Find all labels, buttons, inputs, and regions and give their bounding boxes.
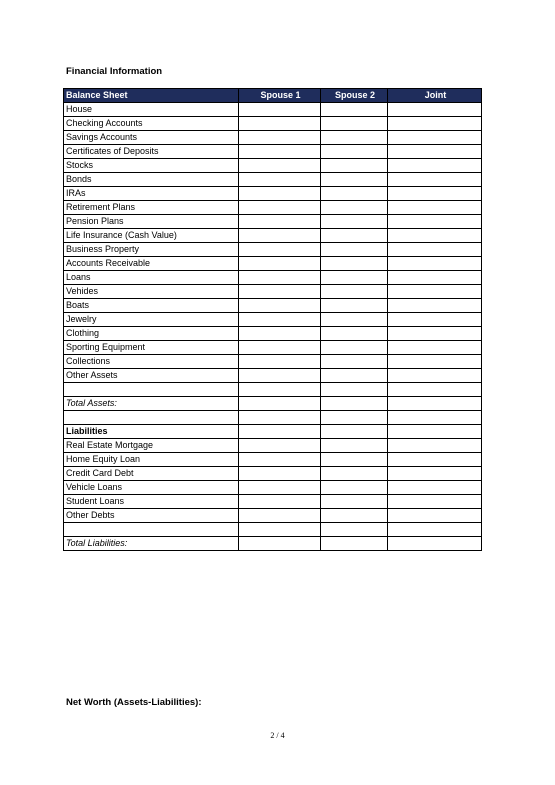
cell-spouse-1[interactable] [239,313,321,327]
row-label: Liabilities [64,425,239,439]
table-row [64,425,482,439]
section-title: Financial Information [66,66,163,77]
table-row [64,117,482,131]
cell-spouse-1[interactable] [239,453,321,467]
row-label: Vehicle Loans [64,481,239,495]
table-row [64,187,482,201]
cell-joint[interactable] [388,201,482,215]
row-label: Certificates of Deposits [64,145,239,159]
cell-spouse-2[interactable] [321,215,388,229]
row-label: Business Property [64,243,239,257]
cell-spouse-2[interactable] [321,537,388,551]
table-row [64,271,482,285]
cell-joint[interactable] [388,229,482,243]
table-row [64,411,482,425]
cell-spouse-1[interactable] [239,215,321,229]
cell-spouse-2[interactable] [321,313,388,327]
cell-spouse-1[interactable] [239,159,321,173]
table-row [64,509,482,523]
row-label: IRAs [64,187,239,201]
table-row [64,243,482,257]
cell-spouse-2[interactable] [321,187,388,201]
cell-joint[interactable] [388,509,482,523]
cell-spouse-2[interactable] [321,453,388,467]
cell-spouse-1[interactable] [239,243,321,257]
cell-spouse-2[interactable] [321,341,388,355]
table-row [64,285,482,299]
cell-spouse-2[interactable] [321,509,388,523]
cell-spouse-2[interactable] [321,495,388,509]
balance-sheet-table [63,88,482,551]
cell-spouse-1[interactable] [239,397,321,411]
header-balance-sheet: Balance Sheet [64,89,239,103]
row-label: Vehides [64,285,239,299]
cell-joint[interactable] [388,355,482,369]
cell-spouse-1[interactable] [239,229,321,243]
cell-spouse-2[interactable] [321,103,388,117]
cell-spouse-1[interactable] [239,173,321,187]
table-row [64,341,482,355]
row-label: Other Debts [64,509,239,523]
cell-spouse-2[interactable] [321,117,388,131]
table-row [64,355,482,369]
cell-joint[interactable] [388,397,482,411]
cell-spouse-2[interactable] [321,439,388,453]
cell-joint[interactable] [388,453,482,467]
table-row [64,537,482,551]
table-row [64,131,482,145]
cell-spouse-1[interactable] [239,285,321,299]
cell-joint[interactable] [388,131,482,145]
cell-spouse-1[interactable] [239,467,321,481]
row-label: Pension Plans [64,215,239,229]
table-row [64,495,482,509]
cell-joint[interactable] [388,187,482,201]
row-label: Clothing [64,327,239,341]
cell-spouse-2[interactable] [321,159,388,173]
row-label [64,523,239,537]
cell-spouse-1[interactable] [239,187,321,201]
header-joint: Joint [388,89,482,103]
cell-spouse-1[interactable] [239,439,321,453]
row-label [64,383,239,397]
cell-joint[interactable] [388,117,482,131]
row-label: Bonds [64,173,239,187]
table-row [64,439,482,453]
cell-spouse-1[interactable] [239,145,321,159]
cell-spouse-1[interactable] [239,369,321,383]
cell-spouse-1[interactable] [239,481,321,495]
page-number: 2 / 4 [270,731,285,740]
cell-spouse-2[interactable] [321,481,388,495]
cell-spouse-1[interactable] [239,341,321,355]
table-row [64,523,482,537]
row-label: Credit Card Debt [64,467,239,481]
cell-spouse-1[interactable] [239,103,321,117]
cell-joint[interactable] [388,425,482,439]
table-row [64,159,482,173]
table-row [64,145,482,159]
cell-joint[interactable] [388,285,482,299]
net-worth-label: Net Worth (Assets-Liabilities): [66,697,202,708]
cell-spouse-1[interactable] [239,523,321,537]
cell-joint[interactable] [388,271,482,285]
cell-spouse-2[interactable] [321,229,388,243]
cell-spouse-1[interactable] [239,425,321,439]
cell-spouse-2[interactable] [321,467,388,481]
row-label: Collections [64,355,239,369]
row-label: Checking Accounts [64,117,239,131]
table-row [64,453,482,467]
cell-joint[interactable] [388,523,482,537]
cell-spouse-2[interactable] [321,425,388,439]
table-row [64,215,482,229]
header-spouse-1: Spouse 1 [239,89,321,103]
table-body [64,103,482,551]
cell-joint[interactable] [388,257,482,271]
row-label: Boats [64,299,239,313]
cell-spouse-2[interactable] [321,327,388,341]
cell-joint[interactable] [388,159,482,173]
table-row [64,397,482,411]
table-row [64,229,482,243]
cell-spouse-1[interactable] [239,271,321,285]
cell-spouse-2[interactable] [321,369,388,383]
cell-spouse-2[interactable] [321,201,388,215]
cell-spouse-2[interactable] [321,173,388,187]
row-label: Savings Accounts [64,131,239,145]
cell-spouse-2[interactable] [321,285,388,299]
cell-spouse-1[interactable] [239,257,321,271]
cell-joint[interactable] [388,341,482,355]
cell-spouse-2[interactable] [321,257,388,271]
row-label: Other Assets [64,369,239,383]
table-row [64,299,482,313]
row-label: Retirement Plans [64,201,239,215]
cell-spouse-1[interactable] [239,327,321,341]
row-label: Home Equity Loan [64,453,239,467]
cell-spouse-2[interactable] [321,383,388,397]
cell-joint[interactable] [388,481,482,495]
row-label: Total Liabilities: [64,537,239,551]
cell-spouse-2[interactable] [321,131,388,145]
cell-spouse-1[interactable] [239,355,321,369]
cell-spouse-1[interactable] [239,201,321,215]
cell-spouse-2[interactable] [321,523,388,537]
cell-joint[interactable] [388,439,482,453]
cell-spouse-1[interactable] [239,509,321,523]
row-label: Life Insurance (Cash Value) [64,229,239,243]
cell-joint[interactable] [388,495,482,509]
table-row [64,173,482,187]
cell-spouse-2[interactable] [321,299,388,313]
cell-spouse-1[interactable] [239,495,321,509]
cell-joint[interactable] [388,215,482,229]
table-header-row [64,89,482,103]
table-row [64,201,482,215]
table-row [64,257,482,271]
cell-joint[interactable] [388,467,482,481]
table-row [64,383,482,397]
row-label: Sporting Equipment [64,341,239,355]
cell-joint[interactable] [388,327,482,341]
row-label: Real Estate Mortgage [64,439,239,453]
row-label: Accounts Receivable [64,257,239,271]
table-row [64,313,482,327]
cell-joint[interactable] [388,299,482,313]
cell-spouse-1[interactable] [239,411,321,425]
cell-spouse-2[interactable] [321,243,388,257]
row-label: Student Loans [64,495,239,509]
cell-joint[interactable] [388,243,482,257]
cell-spouse-1[interactable] [239,383,321,397]
cell-joint[interactable] [388,313,482,327]
cell-spouse-2[interactable] [321,355,388,369]
cell-joint[interactable] [388,145,482,159]
table-row [64,369,482,383]
row-label: Loans [64,271,239,285]
row-label [64,411,239,425]
cell-spouse-1[interactable] [239,117,321,131]
row-label: Total Assets: [64,397,239,411]
cell-spouse-2[interactable] [321,145,388,159]
row-label: House [64,103,239,117]
cell-joint[interactable] [388,173,482,187]
cell-joint[interactable] [388,103,482,117]
table-row [64,327,482,341]
cell-joint[interactable] [388,537,482,551]
cell-joint[interactable] [388,411,482,425]
cell-joint[interactable] [388,383,482,397]
table-row [64,103,482,117]
table-row [64,481,482,495]
cell-spouse-1[interactable] [239,537,321,551]
cell-spouse-2[interactable] [321,397,388,411]
table-row [64,467,482,481]
cell-joint[interactable] [388,369,482,383]
cell-spouse-2[interactable] [321,411,388,425]
cell-spouse-1[interactable] [239,131,321,145]
row-label: Jewelry [64,313,239,327]
header-spouse-2: Spouse 2 [321,89,388,103]
cell-spouse-2[interactable] [321,271,388,285]
cell-spouse-1[interactable] [239,299,321,313]
row-label: Stocks [64,159,239,173]
